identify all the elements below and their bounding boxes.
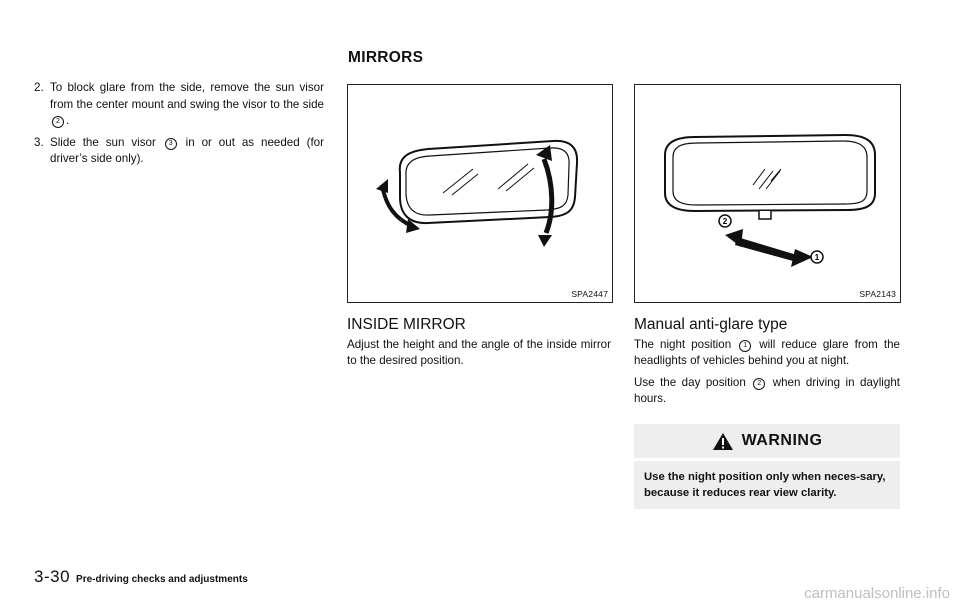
figure-label: SPA2447: [571, 289, 608, 299]
step-text-part: in or out as needed (for driver’s side only).: [50, 135, 324, 165]
manual-antiglare-text: [634, 337, 900, 407]
step-number: 3.: [34, 135, 44, 149]
figure-label: SPA2143: [859, 289, 896, 299]
step-text-part: .: [66, 114, 70, 127]
warning-box: [634, 424, 900, 509]
warning-text: Use the night position only when neces-sary, because it reduces rear view clarity.: [644, 471, 886, 499]
page-footer: [34, 567, 248, 587]
callout-ref: 1: [739, 340, 751, 352]
chapter-title: Pre-driving checks and adjustments: [76, 574, 248, 585]
inside-mirror-text: Adjust the height and the angle of the inside mirror to the desired position.: [347, 338, 611, 367]
callout-ref: 2: [753, 378, 765, 390]
warning-triangle-icon: [712, 432, 734, 451]
paragraph-part: will reduce glare from the headlights of vehicles behind you at night.: [634, 338, 900, 367]
paragraph-part: when driving in daylight hours.: [634, 376, 900, 405]
step-text: [50, 80, 324, 130]
step-text: [50, 135, 324, 168]
step-number: 2.: [34, 81, 44, 94]
warning-header: [634, 424, 900, 458]
paragraph-part: The night position: [634, 338, 738, 351]
page-number: 3-30: [34, 567, 71, 586]
manual-antiglare-heading: Manual anti-glare type: [634, 316, 788, 333]
warning-title: WARNING: [741, 432, 823, 449]
callout-ref: 3: [165, 138, 177, 150]
paragraph-part: Use the day position: [634, 376, 752, 389]
figure-anti-glare: [634, 84, 901, 303]
callout-ref: 2: [52, 116, 64, 128]
steps-list: [34, 80, 324, 173]
step-item: [34, 135, 324, 168]
night-position-paragraph: [634, 337, 900, 369]
watermark: carmanualsonline.info: [804, 585, 950, 602]
callout-1: 1: [814, 253, 820, 262]
section-header: MIRRORS: [348, 49, 424, 66]
step-text-part: Slide the sun visor: [50, 135, 163, 149]
inside-mirror-heading: INSIDE MIRROR: [347, 316, 466, 333]
callout-2: 2: [722, 217, 728, 226]
day-position-paragraph: [634, 375, 900, 407]
step-item: [34, 80, 324, 130]
step-text-part: To block glare from the side, remove the sun visor from the center mount and swing the visor to the side: [50, 81, 324, 111]
anti-glare-lever-illustration: [635, 85, 900, 302]
mirror-adjust-illustration: [348, 85, 612, 302]
figure-inside-mirror: [347, 84, 613, 303]
